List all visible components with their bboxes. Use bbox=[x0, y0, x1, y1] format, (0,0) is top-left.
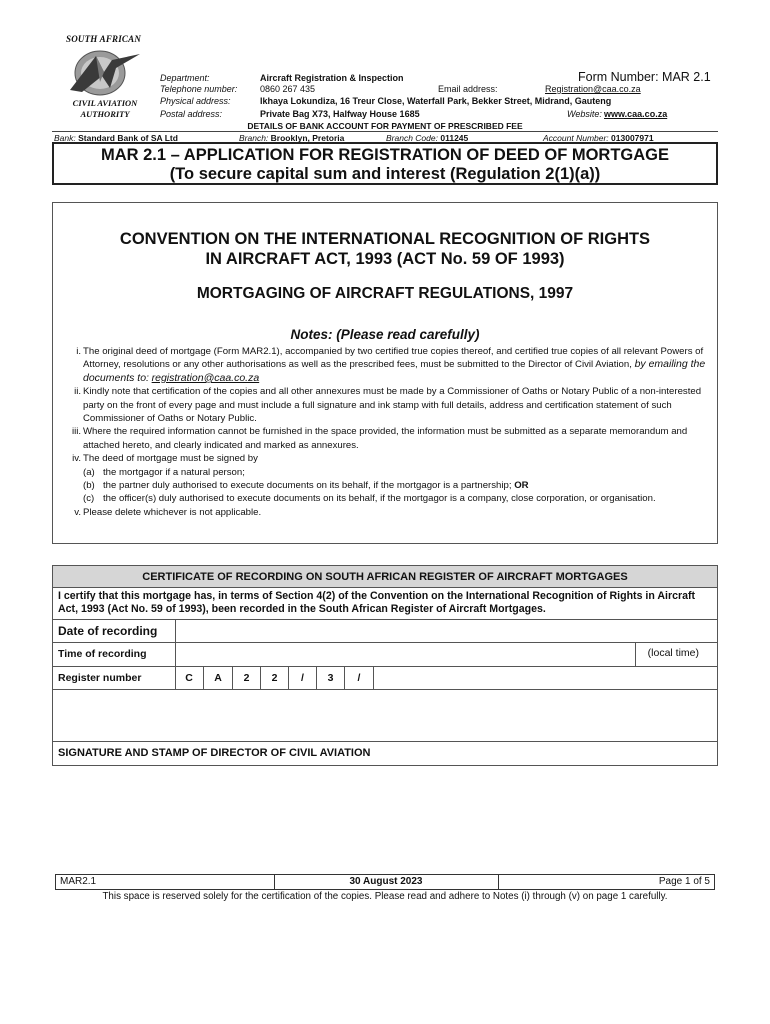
note-iv-a: (a) the mortgagor if a natural person; bbox=[83, 466, 245, 478]
page-title-line2: (To secure capital sum and interest (Regulation 2(1)(a)) bbox=[169, 165, 601, 183]
signature-stamp-label: SIGNATURE AND STAMP OF DIRECTOR OF CIVIL AVIATION bbox=[58, 747, 371, 759]
telephone-value: 0860 267 435 bbox=[260, 84, 316, 94]
footer-form-number: MAR2.1 bbox=[60, 876, 97, 887]
convention-title: CONVENTION ON THE INTERNATIONAL RECOGNITION OF RIGHTS IN AIRCRAFT ACT, 1993 (ACT No. 59 OF 1993) bbox=[119, 230, 651, 268]
postal-address-label: Postal address: bbox=[160, 109, 223, 119]
bank-value: Standard Bank of SA Ltd bbox=[78, 133, 178, 143]
logo-bottom-text: CIVIL AVIATION AUTHORITY bbox=[72, 98, 138, 119]
register-number-field[interactable] bbox=[375, 667, 717, 689]
time-of-recording-label: Time of recording bbox=[58, 648, 147, 660]
certificate-statement: I certify that this mortgage has, in terms of Section 4(2) of the Convention on the International Recognition of Rights in Aircraft Act, 1993 (Act No. 59 of 1993), been recorded in the South African Register of Aircraft Mortgages. bbox=[58, 590, 696, 615]
note-iii: iii. Where the required information cannot be furnished in the space provided, the information must be submitted as a separate memorandum and attached hereto, and clearly indicated and marked as annexures. bbox=[71, 426, 688, 451]
time-of-recording-field[interactable] bbox=[176, 643, 635, 666]
notes-heading: Notes: (Please read carefully) bbox=[290, 327, 480, 342]
register-cell-6: 3 bbox=[317, 667, 345, 689]
signature-stamp-area[interactable] bbox=[53, 689, 717, 741]
department-value: Aircraft Registration & Inspection bbox=[260, 73, 404, 83]
register-cell-2: A bbox=[204, 667, 233, 689]
logo-top-text: SOUTH AFRICAN bbox=[66, 34, 142, 44]
date-of-recording-row bbox=[53, 619, 717, 642]
local-time-label: (local time) bbox=[647, 647, 699, 659]
bank-details-row bbox=[52, 131, 718, 142]
physical-address-label: Physical address: bbox=[160, 96, 231, 106]
date-of-recording-field[interactable] bbox=[176, 620, 717, 642]
register-number-label: Register number bbox=[58, 672, 142, 684]
footer-date: 30 August 2023 bbox=[349, 876, 423, 887]
certificate-heading: CERTIFICATE OF RECORDING ON SOUTH AFRICAN REGISTER OF AIRCRAFT MORTGAGES bbox=[53, 566, 717, 588]
registration-email-link[interactable]: registration@caa.co.za bbox=[151, 371, 260, 384]
regulations-title: MORTGAGING OF AIRCRAFT REGULATIONS, 1997 bbox=[196, 285, 574, 302]
register-cell-4: 2 bbox=[261, 667, 289, 689]
caa-logo bbox=[58, 34, 154, 122]
note-iv-c: (c) the officer(s) duly authorised to execute documents on its behalf, if the mortgagor is a company, close corporation, or organisation. bbox=[83, 493, 656, 505]
note-v: v. Please delete whichever is not applicable. bbox=[74, 506, 262, 518]
website-link[interactable]: www.caa.co.za bbox=[604, 109, 668, 119]
footer-page-number: Page 1 of 5 bbox=[658, 876, 710, 887]
email-label: Email address: bbox=[438, 84, 498, 94]
account-number-label: Account Number: bbox=[543, 133, 609, 143]
notes-section bbox=[52, 202, 718, 544]
register-cell-1: C bbox=[175, 667, 204, 689]
note-ii: ii. Kindly note that certification of the copies and all other annexures must be made by a Commissioner of Oaths or Notary Public of a non-interested party on the front of every page and must include a full signature and ink stamp with full details, address and certification statement of such Commissioner of Oaths or Notary Public. bbox=[74, 386, 702, 425]
branch-code-value: 011245 bbox=[440, 133, 469, 143]
branch-value: Brooklyn, Pretoria bbox=[270, 133, 345, 143]
email-link[interactable]: Registration@caa.co.za bbox=[545, 84, 641, 94]
register-cell-3: 2 bbox=[233, 667, 261, 689]
form-number: Form Number: MAR 2.1 bbox=[578, 70, 711, 84]
notes-list bbox=[67, 345, 707, 519]
date-of-recording-label: Date of recording bbox=[58, 624, 158, 638]
register-cell-5: / bbox=[289, 667, 317, 689]
footer-note: This space is reserved solely for the certification of the copies. Please read and adhere to Notes (i) through (v) on page 1 carefully. bbox=[102, 891, 668, 902]
website-label: Website: bbox=[567, 109, 602, 119]
note-iv: iv. The deed of mortgage must be signed by (a) the mortgagor if a natural person; (b) the partner duly authorised to execute documents on its behalf, if the mortgagor is a partnership; OR (c) the officer(s) duly authorised to execute documents on its behalf, if the mortgagor is a company, close corporation, or organisation. bbox=[67, 452, 707, 506]
page-title-line1: MAR 2.1 – APPLICATION FOR REGISTRATION OF DEED OF MORTGAGE bbox=[100, 146, 670, 164]
note-i: i. The original deed of mortgage (Form MAR2.1), accompanied by two certified true copies thereof, and certified true copies of all relevant Powers of Attorney, resolutions or any other authorisations as well as the prescribed fees, must be submitted to the Director of Civil Aviation, by emailing the documents to: registration@caa.co.za bbox=[76, 346, 706, 384]
physical-address-value: Ikhaya Lokundiza, 16 Treur Close, Waterfall Park, Bekker Street, Midrand, Gauteng bbox=[260, 96, 612, 106]
certificate-section bbox=[52, 565, 718, 766]
department-label: Department: bbox=[160, 73, 210, 83]
branch-code-label: Branch Code: bbox=[386, 133, 438, 143]
telephone-label: Telephone number: bbox=[160, 84, 238, 94]
bank-details-title: DETAILS OF BANK ACCOUNT FOR PAYMENT OF PRESCRIBED FEE bbox=[247, 121, 523, 131]
account-number-value: 013007971 bbox=[611, 133, 654, 143]
time-of-recording-row bbox=[53, 642, 717, 666]
register-number-row bbox=[53, 666, 717, 689]
note-iv-b: (b) the partner duly authorised to execute documents on its behalf, if the mortgagor is a partnership; OR bbox=[83, 480, 529, 492]
branch-label: Branch: bbox=[239, 133, 269, 143]
caa-emblem-icon bbox=[66, 46, 144, 98]
page-footer bbox=[55, 874, 715, 890]
register-cell-7: / bbox=[345, 667, 374, 689]
postal-address-value: Private Bag X73, Halfway House 1685 bbox=[260, 109, 420, 119]
page-title bbox=[52, 142, 718, 185]
bank-label: Bank: bbox=[54, 133, 76, 143]
